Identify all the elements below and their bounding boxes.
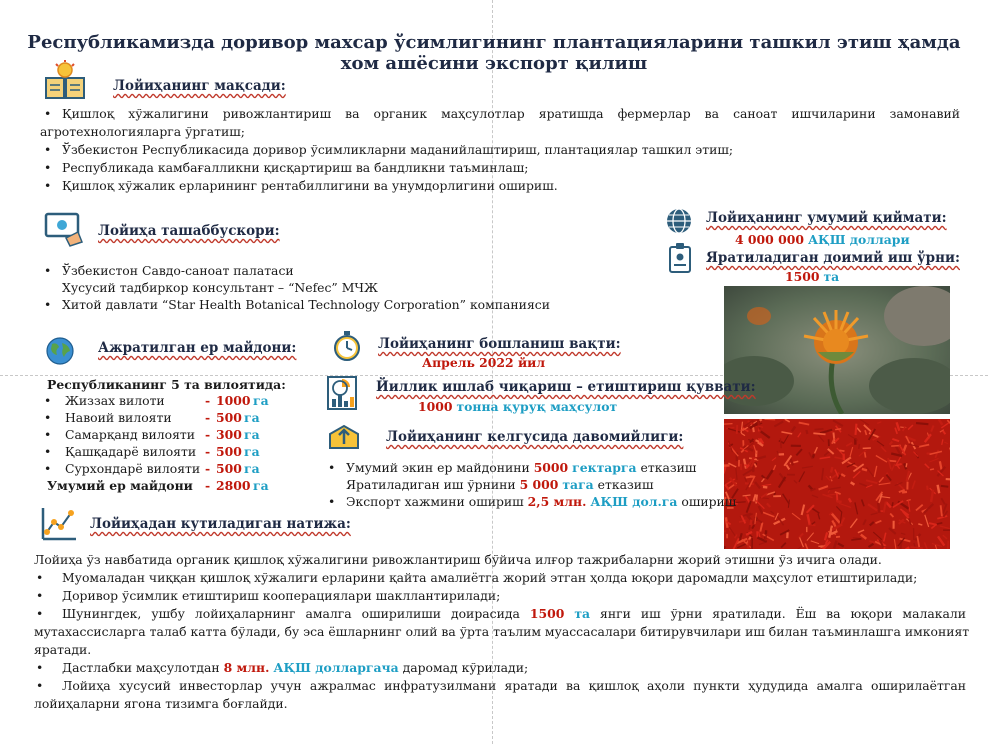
cost-value: 4 000 000 АҚШ доллари <box>735 232 910 247</box>
growth-box-icon <box>326 422 362 456</box>
dried-safflower-petals-photo <box>724 419 950 549</box>
list-item: • Республикада камбағалликни қисқартириш ва бандликни таъминлаш; <box>40 159 960 177</box>
page-title: Республикамизда доривор махсар ўсимлигининг плантацияларини ташкил этиш ҳамда хом ашёсини экспорт қилиш <box>27 32 961 74</box>
globe-dollar-icon <box>664 206 694 240</box>
list-item: • Хитой давлати “Star Health Botanical Technology Corporation” компанияси <box>40 296 550 313</box>
table-row: • Қашқадарё вилояти - 500 га <box>44 444 260 459</box>
list-item: • Муомаладан чиққан қишлоқ хўжалиги ерларини қайта амалиётга жорий этган ҳолда юқори даромадли маҳсулот етиштирилади; <box>36 570 918 585</box>
presentation-hand-icon <box>44 212 84 252</box>
line-chart-icon <box>40 506 78 546</box>
initiator-list <box>40 262 550 313</box>
goal-heading: Лойиҳанинг мақсади: <box>113 78 286 94</box>
list-item: • Экспорт хажмини ошириш 2,5 млн. АҚШ дол.га ошириш <box>324 493 736 510</box>
badge-id-icon <box>668 242 692 278</box>
cost-heading: Лойиҳанинг умумий қиймати: <box>706 210 947 226</box>
jobs-heading: Яратиладиган доимий иш ўрни: <box>706 250 960 266</box>
list-item: • Қишлоқ хўжалигини ривожлантириш ва органик маҳсулотлар яратишда фермерлар ва саноат ишчиларини замонавий <box>40 105 960 123</box>
land-heading: Ажратилган ер майдони: <box>98 340 297 356</box>
land-subheading: Республиканинг 5 та вилоятида: <box>47 377 286 392</box>
table-row: • Жиззах вилоти - 1000 га <box>44 393 269 408</box>
table-row: • Самарқанд вилояти - 300 га <box>44 427 260 442</box>
list-item: • Ўзбекистон Савдо-саноат палатаси <box>40 262 550 279</box>
safflower-flower-photo <box>724 286 950 414</box>
report-chart-icon <box>326 375 362 415</box>
list-item: • Доривор ўсимлик етиштириш кооперациялари шакллантирилади; <box>36 588 501 603</box>
globe-icon <box>45 336 75 370</box>
list-item: • Дастлабки маҳсулотдан 8 млн. АҚШ долларгача даромад кўрилади; <box>36 660 529 675</box>
list-item: • Шунингдек, ушбу лойиҳаларнинг амалга оширилиши доирасида 1500 та янги иш ўрни яратилади. Ёш ва юқори малакали <box>36 606 966 621</box>
jobs-value: 1500 та <box>785 269 840 284</box>
result-text: Лойиҳа ўз навбатида органик қишлоқ хўжалигини ривожлантириш бўйича илғор тажрибаларни жорий этишни ўз ичига олади. • Муомаладан чиққан қишлоқ хўжалиги ерларини қайта амалиётга жорий этган ҳолда юқори даромадли маҳсулот етиштирилади; • Доривор ўсимлик етиштириш кооперациялари шакллантирилади; • Шунингдек, ушбу лойиҳаларнинг амалга оширилиши доирасида 1500 та янги иш ўрни яратилади. Ёш ва юқори малакали мутахассисларга талаб катта бўлади, бу эса ёшларнинг олий ва ўрта таълим муассасалари битирувчилари иш билан таъминлашга имконият яратади. • Дастлабки маҳсулотдан 8 млн. АҚШ долларгача даромад кўрилади; • Лойиҳа хусусий инвесторлар учун ажралмас инфратузилмани яратади ва қишлоқ аҳоли пункти ҳудудида амалга оширилаётган лойиҳаларни ягона тизимга боғлайди. <box>34 552 970 711</box>
start-heading: Лойиҳанинг бошланиш вақти: <box>378 336 621 352</box>
capacity-heading: Йиллик ишлаб чиқариш – етиштириш қуввати: <box>376 379 756 395</box>
list-item: Хусусий тадбиркор консультант – “Nefec” МЧЖ <box>62 280 378 295</box>
table-row-total: Умумий ер майдони - 2800 га <box>47 478 269 493</box>
list-item: • Умумий экин ер майдонини 5000 гектарга етказиш <box>324 459 736 476</box>
list-item: • Ўзбекистон Республикасида доривор ўсимликларни маданийлаштириш, плантациялар ташкил этиш; <box>40 141 960 159</box>
list-item: • Лойиҳа хусусий инвесторлар учун ажралмас инфратузилмани яратади ва қишлоқ аҳоли пункти ҳудудида амалга оширилаётган <box>36 678 966 693</box>
capacity-value: 1000 тонна қуруқ маҳсулот <box>418 399 618 414</box>
start-value: Апрель 2022 йил <box>422 355 546 370</box>
future-list <box>324 459 736 510</box>
list-item: агротехнологияларга ўргатиш; <box>40 124 245 139</box>
list-item: • Қишлоқ хўжалик ерларининг рентабиллигини ва унумдорлигини ошириш. <box>40 177 960 195</box>
table-row: • Сурхондарё вилояти - 500 га <box>44 461 260 476</box>
list-item: Яратиладиган иш ўрнини 5 000 тага етказиш <box>346 477 654 492</box>
goal-list <box>40 105 960 195</box>
land-table <box>40 392 290 494</box>
stopwatch-icon <box>332 330 362 366</box>
result-heading: Лойиҳадан кутиладиган натижа: <box>90 516 351 532</box>
table-row: • Навоий вилояти - 500 га <box>44 410 260 425</box>
future-heading: Лойиҳанинг келгусида давомийлиги: <box>386 429 684 445</box>
lightbulb-book-icon <box>44 60 86 104</box>
initiator-heading: Лойиҳа ташаббускори: <box>98 223 280 239</box>
